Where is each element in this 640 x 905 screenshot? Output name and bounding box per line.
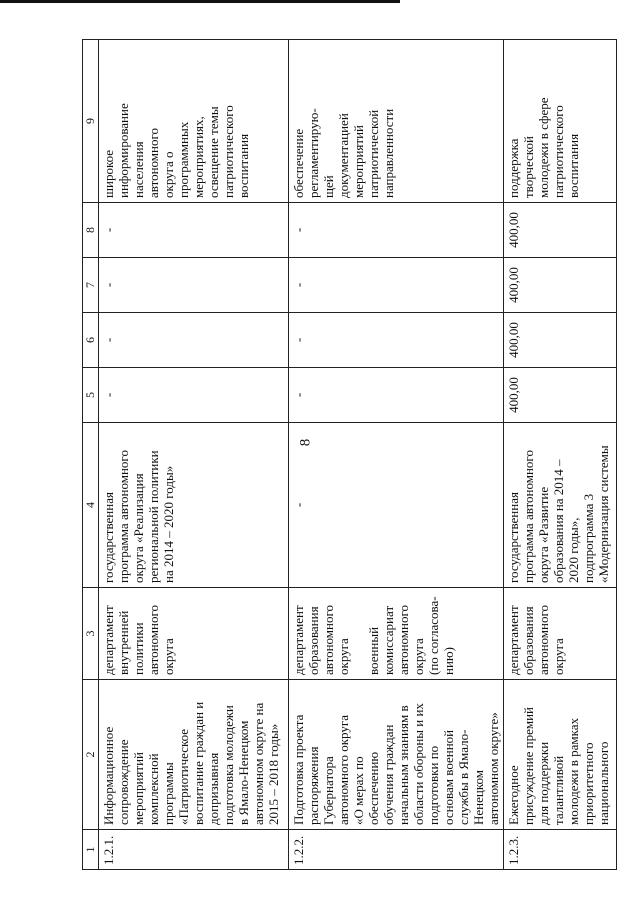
row-number: 1.2.1.: [99, 830, 289, 870]
header-cell: 9: [83, 40, 99, 203]
header-cell: 3: [83, 588, 99, 680]
expected-result: поддержка творческой молодежи в сфере патриотического воспитания: [504, 40, 617, 203]
value-col7: -: [99, 258, 289, 313]
value-col6: -: [99, 313, 289, 368]
value-col8: 400,00: [504, 203, 617, 258]
table-row: [99, 40, 289, 870]
activity-name: Подготовка проекта распоряжения Губернатора автономного округа «О мерах по обеспечению обучения граждан начальным знаниям в области обороны и их подготовки по основам военной службы в Ямало- Ненецком автономном округе»: [289, 680, 504, 830]
top-rule: [0, 0, 400, 3]
header-row: [83, 40, 99, 870]
table-row: [289, 40, 504, 870]
header-cell: 2: [83, 680, 99, 830]
value-col7: 400,00: [504, 258, 617, 313]
header-cell: 4: [83, 423, 99, 588]
activity-name: Ежегодное присуждение премий для поддержки талантливой молодежи в рамках приоритетного национального: [504, 680, 617, 830]
header-cell: 8: [83, 203, 99, 258]
funding-source: государственная программа автономного округа «Реализация региональной политики на 2014 – 2020 годы»: [99, 423, 289, 588]
value-col8: -: [99, 203, 289, 258]
funding-source: государственная программа автономного округа «Развитие образования на 2014 – 2020 годы», подпрограмма 3 «Модернизация системы: [504, 423, 617, 588]
header-cell: 5: [83, 368, 99, 423]
activity-name: Информационное сопровождение мероприятий комплексной программы «Патриотическое воспитание граждан и допризывная подготовка молодежи в Ямало-Ненецком автономном округе на 2015 – 2018 годы»: [99, 680, 289, 830]
header-cell: 6: [83, 313, 99, 368]
value-col5: -: [99, 368, 289, 423]
executor: департамент образования автономного округа военный комиссариат автономного округа (по согласова- нию): [289, 588, 504, 680]
funding-source: -: [289, 423, 504, 588]
page-number: 8: [297, 438, 314, 447]
value-col6: 400,00: [504, 313, 617, 368]
rotated-table-container: [82, 40, 617, 870]
value-col8: -: [289, 203, 504, 258]
program-table: [82, 39, 617, 870]
executor: департамент внутренней политики автономного округа: [99, 588, 289, 680]
value-col5: 400,00: [504, 368, 617, 423]
executor: департамент образования автономного округа: [504, 588, 617, 680]
value-col6: -: [289, 313, 504, 368]
expected-result: обеспечение регламентирую- щей документацией мероприятий патриотической направленности: [289, 40, 504, 203]
header-cell: 1: [83, 830, 99, 870]
expected-result: широкое информирование населения автономного округа о программных мероприятиях, освещение темы патриотического воспитания: [99, 40, 289, 203]
table-row: [504, 40, 617, 870]
row-number: 1.2.3.: [504, 830, 617, 870]
row-number: 1.2.2.: [289, 830, 504, 870]
value-col5: -: [289, 368, 504, 423]
value-col7: -: [289, 258, 504, 313]
header-cell: 7: [83, 258, 99, 313]
